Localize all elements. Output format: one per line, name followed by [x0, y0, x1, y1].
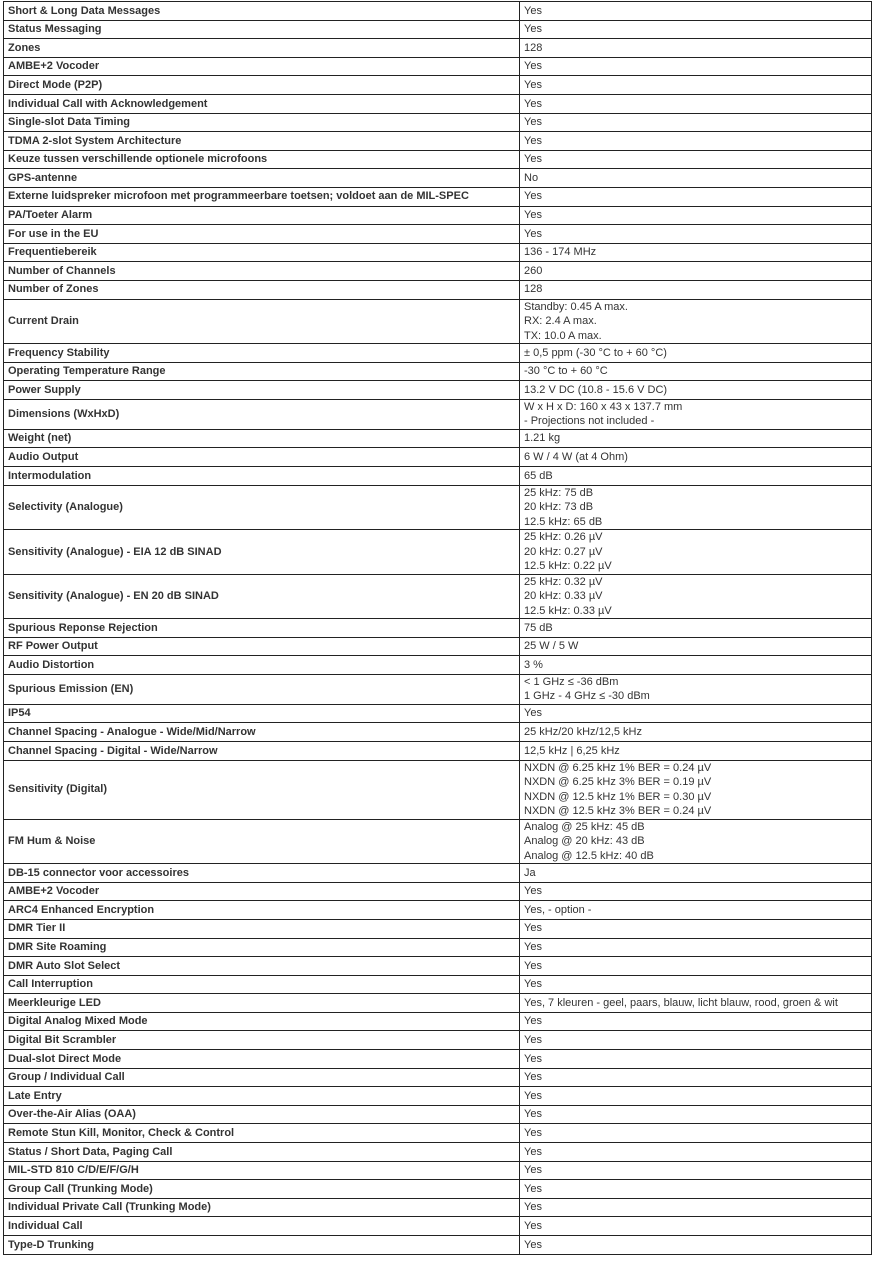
spec-value-line: Yes [524, 4, 542, 17]
spec-row [4, 448, 872, 467]
spec-value-line: Yes [524, 1015, 542, 1028]
spec-row [4, 399, 872, 429]
spec-value [520, 362, 872, 381]
spec-value [520, 938, 872, 957]
spec-label: Status / Short Data, Paging Call [4, 1143, 520, 1162]
spec-row [4, 994, 872, 1013]
spec-value-line: 3 % [524, 658, 543, 671]
spec-value-line: Yes [524, 1052, 542, 1065]
spec-value-line: 1 GHz - 4 GHz ≤ -30 dBm [524, 690, 650, 703]
spec-label: Audio Output [4, 448, 520, 467]
spec-row [4, 1217, 872, 1236]
spec-value [520, 1124, 872, 1143]
spec-label: Power Supply [4, 381, 520, 400]
spec-value [520, 132, 872, 151]
spec-value-line: 136 - 174 MHz [524, 246, 597, 259]
spec-value [520, 280, 872, 299]
spec-row [4, 760, 872, 819]
spec-label: Dual-slot Direct Mode [4, 1050, 520, 1069]
spec-label: Digital Analog Mixed Mode [4, 1012, 520, 1031]
spec-label: Direct Mode (P2P) [4, 76, 520, 95]
spec-value [520, 206, 872, 225]
spec-value-line: Yes [524, 134, 542, 147]
spec-row [4, 1012, 872, 1031]
spec-label: Late Entry [4, 1087, 520, 1106]
spec-value [520, 975, 872, 994]
spec-value [520, 466, 872, 485]
spec-label: DMR Auto Slot Select [4, 957, 520, 976]
spec-row [4, 76, 872, 95]
spec-value [520, 674, 872, 704]
spec-value-line: W x H x D: 160 x 43 x 137.7 mm [524, 400, 683, 413]
spec-label: Current Drain [4, 299, 520, 344]
spec-value-line: 20 kHz: 0.33 µV [524, 590, 603, 603]
spec-row [4, 39, 872, 58]
spec-row [4, 742, 872, 761]
spec-label: Status Messaging [4, 20, 520, 39]
spec-row [4, 20, 872, 39]
spec-label: Dimensions (WxHxD) [4, 399, 520, 429]
spec-label: IP54 [4, 704, 520, 723]
spec-value [520, 2, 872, 21]
spec-row [4, 280, 872, 299]
spec-label: Group / Individual Call [4, 1068, 520, 1087]
spec-label: AMBE+2 Vocoder [4, 882, 520, 901]
spec-value-line: Standby: 0.45 A max. [524, 300, 628, 313]
spec-value-line: 25 kHz: 0.26 µV [524, 531, 603, 544]
spec-label: TDMA 2-slot System Architecture [4, 132, 520, 151]
spec-label: Individual Call with Acknowledgement [4, 94, 520, 113]
spec-value-line: ± 0,5 ppm (-30 °C to + 60 °C) [524, 346, 667, 359]
spec-row [4, 381, 872, 400]
spec-label: Spurious Emission (EN) [4, 674, 520, 704]
spec-value [520, 1161, 872, 1180]
spec-label: Channel Spacing - Analogue - Wide/Mid/Narrow [4, 723, 520, 742]
spec-row [4, 344, 872, 363]
spec-value-line: Analog @ 20 kHz: 43 dB [524, 835, 645, 848]
spec-label: Call Interruption [4, 975, 520, 994]
spec-value [520, 1105, 872, 1124]
spec-label: For use in the EU [4, 225, 520, 244]
spec-value [520, 1087, 872, 1106]
spec-value-line: 25 kHz: 0.32 µV [524, 575, 603, 588]
spec-label: Channel Spacing - Digital - Wide/Narrow [4, 742, 520, 761]
spec-label: Sensitivity (Analogue) - EIA 12 dB SINAD [4, 530, 520, 575]
spec-value [520, 994, 872, 1013]
spec-value-line: Yes [524, 922, 542, 935]
spec-value-line: Ja [524, 866, 536, 879]
spec-value [520, 574, 872, 619]
spec-label: Weight (net) [4, 429, 520, 448]
spec-row [4, 530, 872, 575]
spec-value-line: Yes [524, 153, 542, 166]
spec-value [520, 299, 872, 344]
spec-label: ARC4 Enhanced Encryption [4, 901, 520, 920]
spec-label: Frequentiebereik [4, 243, 520, 262]
spec-value-line: 12,5 kHz | 6,25 kHz [524, 744, 620, 757]
spec-value-line: Yes [524, 227, 542, 240]
spec-row [4, 243, 872, 262]
spec-label: Single-slot Data Timing [4, 113, 520, 132]
spec-value-line: Yes [524, 885, 542, 898]
spec-label: Individual Private Call (Trunking Mode) [4, 1198, 520, 1217]
spec-value [520, 39, 872, 58]
spec-value-line: 25 kHz/20 kHz/12,5 kHz [524, 725, 642, 738]
spec-value-line: 260 [524, 264, 543, 277]
spec-value-line: Yes [524, 1145, 542, 1158]
spec-row [4, 466, 872, 485]
spec-value [520, 243, 872, 262]
spec-label: Intermodulation [4, 466, 520, 485]
spec-value [520, 742, 872, 761]
spec-value-line: Yes [524, 190, 542, 203]
spec-row [4, 485, 872, 530]
spec-row [4, 637, 872, 656]
spec-value-line: Yes, 7 kleuren - geel, paars, blauw, licht blauw, rood, groen & wit [524, 996, 838, 1009]
spec-label: Sensitivity (Digital) [4, 760, 520, 819]
spec-value-line: Yes [524, 60, 542, 73]
spec-value [520, 150, 872, 169]
spec-row [4, 1198, 872, 1217]
spec-value-line: Yes, - option - [524, 903, 592, 916]
spec-value-line: Yes [524, 1034, 542, 1047]
spec-row [4, 362, 872, 381]
spec-label: Remote Stun Kill, Monitor, Check & Control [4, 1124, 520, 1143]
spec-value-line: -30 °C to + 60 °C [524, 365, 608, 378]
spec-value [520, 225, 872, 244]
spec-value-line: 13.2 V DC (10.8 - 15.6 V DC) [524, 383, 668, 396]
spec-value-line: Yes [524, 209, 542, 222]
spec-row [4, 2, 872, 21]
spec-value [520, 1012, 872, 1031]
spec-value [520, 723, 872, 742]
spec-row [4, 94, 872, 113]
spec-label: MIL-STD 810 C/D/E/F/G/H [4, 1161, 520, 1180]
spec-value [520, 1236, 872, 1255]
spec-row [4, 1143, 872, 1162]
spec-row [4, 901, 872, 920]
spec-value [520, 704, 872, 723]
spec-value [520, 187, 872, 206]
spec-value-line: Yes [524, 707, 542, 720]
spec-value [520, 20, 872, 39]
spec-value [520, 619, 872, 638]
spec-value-line: NXDN @ 12.5 kHz 3% BER = 0.24 µV [524, 805, 712, 818]
spec-value [520, 399, 872, 429]
spec-label: DMR Site Roaming [4, 938, 520, 957]
spec-value-line: Yes [524, 78, 542, 91]
spec-row [4, 206, 872, 225]
spec-row [4, 429, 872, 448]
spec-table-body [4, 2, 872, 1255]
spec-value [520, 901, 872, 920]
spec-label: Digital Bit Scrambler [4, 1031, 520, 1050]
spec-label: Individual Call [4, 1217, 520, 1236]
spec-row [4, 262, 872, 281]
spec-value [520, 882, 872, 901]
spec-value-line: Yes [524, 941, 542, 954]
spec-value-line: < 1 GHz ≤ -36 dBm [524, 675, 619, 688]
spec-value [520, 448, 872, 467]
spec-value-line: 1.21 kg [524, 432, 561, 445]
spec-value [520, 1217, 872, 1236]
spec-value-line: Yes [524, 1219, 542, 1232]
spec-row [4, 864, 872, 883]
spec-value [520, 485, 872, 530]
spec-value-line: NXDN @ 6.25 kHz 1% BER = 0.24 µV [524, 761, 712, 774]
spec-value-line: Yes [524, 1089, 542, 1102]
spec-value [520, 94, 872, 113]
spec-row [4, 975, 872, 994]
spec-row [4, 169, 872, 188]
spec-value-line: 12.5 kHz: 0.33 µV [524, 604, 612, 617]
spec-label: Frequency Stability [4, 344, 520, 363]
spec-row [4, 574, 872, 619]
spec-label: Short & Long Data Messages [4, 2, 520, 21]
spec-label: Over-the-Air Alias (OAA) [4, 1105, 520, 1124]
spec-row [4, 957, 872, 976]
spec-value-line: - Projections not included - [524, 415, 655, 428]
spec-value-line: Yes [524, 1108, 542, 1121]
spec-value-line: 6 W / 4 W (at 4 Ohm) [524, 450, 628, 463]
spec-value [520, 919, 872, 938]
spec-value [520, 169, 872, 188]
spec-value-line: 12.5 kHz: 0.22 µV [524, 560, 612, 573]
spec-value-line: 12.5 kHz: 65 dB [524, 515, 603, 528]
spec-value-line: Yes [524, 978, 542, 991]
spec-row [4, 1031, 872, 1050]
spec-row [4, 938, 872, 957]
spec-value [520, 381, 872, 400]
spec-row [4, 225, 872, 244]
spec-label: DB-15 connector voor accessoires [4, 864, 520, 883]
spec-label: RF Power Output [4, 637, 520, 656]
spec-value [520, 1198, 872, 1217]
spec-row [4, 1087, 872, 1106]
spec-value-line: Yes [524, 97, 542, 110]
spec-value [520, 1068, 872, 1087]
spec-row [4, 819, 872, 864]
spec-value [520, 637, 872, 656]
spec-value-line: RX: 2.4 A max. [524, 315, 597, 327]
spec-label: GPS-antenne [4, 169, 520, 188]
spec-row [4, 1161, 872, 1180]
spec-label: FM Hum & Noise [4, 819, 520, 864]
spec-label: Externe luidspreker microfoon met programmeerbare toetsen; voldoet aan de MIL-SPEC [4, 187, 520, 206]
spec-value-line: Yes [524, 1238, 542, 1251]
spec-value-line: Yes [524, 1126, 542, 1139]
spec-value-line: Yes [524, 23, 542, 36]
spec-row [4, 674, 872, 704]
spec-row [4, 656, 872, 675]
spec-value [520, 429, 872, 448]
spec-value [520, 76, 872, 95]
spec-value [520, 57, 872, 76]
spec-value-line: Analog @ 25 kHz: 45 dB [524, 820, 645, 833]
spec-value [520, 530, 872, 575]
spec-value-line: Analog @ 12.5 kHz: 40 dB [524, 849, 654, 862]
spec-label: Zones [4, 39, 520, 58]
spec-label: AMBE+2 Vocoder [4, 57, 520, 76]
spec-row [4, 187, 872, 206]
spec-value-line: 75 dB [524, 621, 553, 634]
spec-label: Spurious Reponse Rejection [4, 619, 520, 638]
spec-row [4, 723, 872, 742]
spec-value [520, 864, 872, 883]
spec-value-line: NXDN @ 12.5 kHz 1% BER = 0.30 µV [524, 790, 712, 803]
spec-label: Number of Channels [4, 262, 520, 281]
spec-value-line: No [524, 171, 539, 184]
spec-label: Audio Distortion [4, 656, 520, 675]
spec-label: Sensitivity (Analogue) - EN 20 dB SINAD [4, 574, 520, 619]
spec-row [4, 113, 872, 132]
spec-row [4, 1236, 872, 1255]
spec-value [520, 262, 872, 281]
spec-value-line: 20 kHz: 0.27 µV [524, 545, 603, 558]
spec-label: Meerkleurige LED [4, 994, 520, 1013]
spec-value [520, 1050, 872, 1069]
spec-value-line: 128 [524, 283, 543, 296]
spec-label: Selectivity (Analogue) [4, 485, 520, 530]
spec-value-line: 25 W / 5 W [524, 640, 579, 653]
spec-row [4, 299, 872, 344]
spec-row [4, 150, 872, 169]
spec-value-line: TX: 10.0 A max. [524, 329, 602, 342]
spec-value [520, 656, 872, 675]
spec-row [4, 619, 872, 638]
spec-row [4, 1050, 872, 1069]
spec-value [520, 1143, 872, 1162]
spec-row [4, 882, 872, 901]
spec-value-line: Yes [524, 116, 542, 129]
spec-value-line: Yes [524, 1071, 542, 1084]
spec-value [520, 344, 872, 363]
spec-label: Number of Zones [4, 280, 520, 299]
spec-value [520, 1031, 872, 1050]
spec-row [4, 132, 872, 151]
spec-row [4, 1180, 872, 1199]
spec-table [3, 1, 872, 1255]
spec-value-line: 20 kHz: 73 dB [524, 501, 594, 514]
spec-value-line: 65 dB [524, 469, 553, 482]
spec-row [4, 57, 872, 76]
spec-label: Operating Temperature Range [4, 362, 520, 381]
spec-value-line: 25 kHz: 75 dB [524, 486, 594, 499]
spec-label: Type-D Trunking [4, 1236, 520, 1255]
spec-label: Group Call (Trunking Mode) [4, 1180, 520, 1199]
spec-value-line: Yes [524, 1201, 542, 1214]
spec-value-line: Yes [524, 1164, 542, 1177]
spec-label: PA/Toeter Alarm [4, 206, 520, 225]
spec-value-line: Yes [524, 1182, 542, 1195]
spec-value [520, 760, 872, 819]
spec-value-line: NXDN @ 6.25 kHz 3% BER = 0.19 µV [524, 776, 712, 789]
spec-row [4, 919, 872, 938]
spec-value-line: Yes [524, 959, 542, 972]
spec-label: DMR Tier II [4, 919, 520, 938]
spec-value [520, 1180, 872, 1199]
spec-value [520, 957, 872, 976]
spec-row [4, 1105, 872, 1124]
spec-value [520, 819, 872, 864]
spec-label: Keuze tussen verschillende optionele microfoons [4, 150, 520, 169]
spec-row [4, 704, 872, 723]
spec-value [520, 113, 872, 132]
spec-value-line: 128 [524, 41, 543, 54]
spec-row [4, 1068, 872, 1087]
spec-row [4, 1124, 872, 1143]
